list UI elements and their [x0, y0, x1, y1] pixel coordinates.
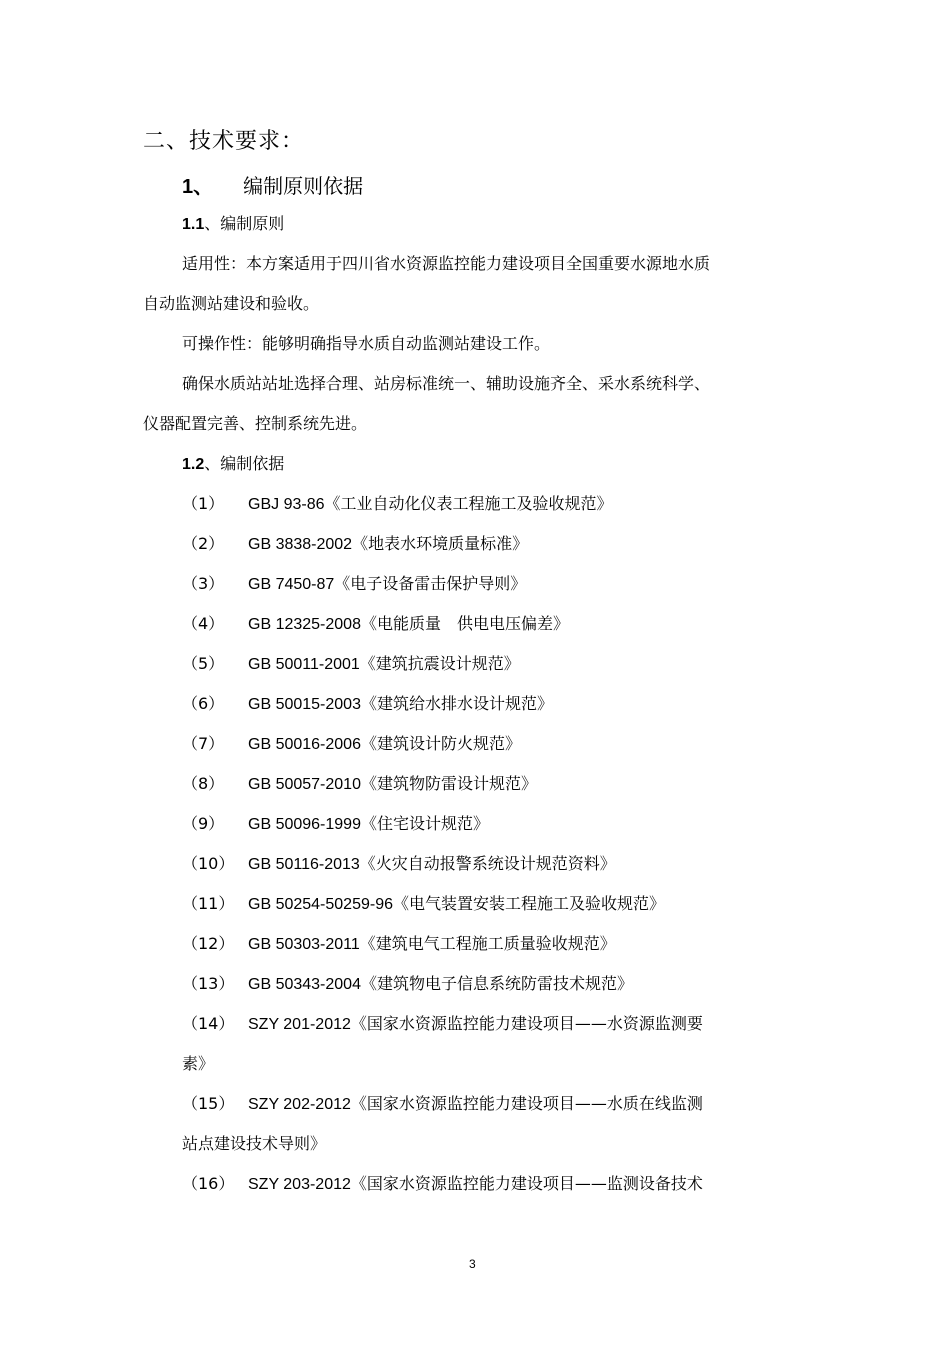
- reference-code: GB 12325-2008: [248, 616, 361, 633]
- reference-code: GB 50057-2010: [248, 776, 361, 793]
- reference-number: （6）: [182, 694, 225, 713]
- reference-number: （2）: [182, 534, 225, 553]
- reference-item: [182, 814, 489, 835]
- reference-number: （4）: [182, 614, 225, 633]
- reference-number: （5）: [182, 654, 225, 673]
- reference-code: GB 50116-2013: [248, 856, 360, 873]
- reference-title: 《建筑物电子信息系统防雷技术规范》: [360, 974, 633, 993]
- reference-item: [182, 574, 526, 595]
- subheading-text: 编制原则依据: [243, 174, 364, 198]
- reference-number: （14）: [182, 1014, 235, 1033]
- reference-title: 《建筑给水排水设计规范》: [360, 694, 553, 713]
- reference-number: （7）: [182, 734, 225, 753]
- reference-item: [182, 1174, 703, 1195]
- paragraph-operability: 可操作性：能够明确指导水质自动监测站建设工作。: [182, 334, 551, 353]
- reference-title: 《国家水资源监控能力建设项目——监测设备技术: [350, 1174, 703, 1193]
- reference-number: （12）: [182, 934, 235, 953]
- reference-code: GB 50254-50259-96: [248, 896, 393, 913]
- reference-code: GB 3838-2002: [248, 536, 353, 553]
- reference-number: （16）: [182, 1174, 235, 1193]
- reference-number: （3）: [182, 574, 225, 593]
- reference-code: GB 50096-1999: [248, 816, 361, 833]
- reference-title: 《建筑电气工程施工质量验收规范》: [359, 934, 616, 953]
- reference-code: GB 50303-2011: [248, 936, 360, 953]
- reference-title: 《国家水资源监控能力建设项目——水资源监测要: [350, 1014, 703, 1033]
- reference-item: [182, 854, 616, 875]
- reference-item: [182, 694, 553, 715]
- reference-title: 《建筑物防雷设计规范》: [360, 774, 537, 793]
- reference-item: [182, 654, 520, 675]
- reference-code: GB 50343-2004: [248, 976, 361, 993]
- reference-number: （11）: [182, 894, 235, 913]
- reference-code: GB 50016-2006: [248, 736, 361, 753]
- subsection-number: 1.2: [182, 456, 205, 473]
- reference-title: 《电能质量 供电电压偏差》: [360, 614, 569, 633]
- reference-code: GB 50011-2001: [248, 656, 360, 673]
- reference-title: 《火灾自动报警系统设计规范资料》: [359, 854, 616, 873]
- reference-item: [182, 1014, 703, 1035]
- reference-item: [182, 734, 521, 755]
- reference-item: [182, 934, 616, 955]
- reference-item: [182, 614, 569, 635]
- paragraph-ensure-line2: 仪器配置完善、控制系统先进。: [143, 414, 368, 433]
- reference-item: [182, 1094, 703, 1115]
- reference-item: [182, 894, 665, 915]
- reference-code: SZY 202-2012: [248, 1096, 351, 1113]
- reference-title: 《建筑设计防火规范》: [360, 734, 521, 753]
- reference-continuation: 站点建设技术导则》: [182, 1134, 327, 1153]
- paragraph-ensure-line1: 确保水质站站址选择合理、站房标准统一、辅助设施齐全、采水系统科学、: [182, 374, 711, 393]
- reference-title: 《电气装置安装工程施工及验收规范》: [393, 894, 666, 913]
- subsection-title: 、编制原则: [204, 214, 285, 233]
- subsection-title: 、编制依据: [204, 454, 285, 473]
- reference-item: [182, 774, 537, 795]
- page-number: 3: [469, 1257, 476, 1271]
- subsection-1-1: [182, 214, 284, 235]
- reference-number: （10）: [182, 854, 235, 873]
- reference-item: [182, 974, 633, 995]
- reference-item: [182, 534, 528, 555]
- subheading-number: 1、: [182, 176, 214, 198]
- reference-code: GB 7450-87: [248, 576, 335, 593]
- reference-code: GB 50015-2003: [248, 696, 361, 713]
- reference-title: 《建筑抗震设计规范》: [359, 654, 520, 673]
- reference-number: （15）: [182, 1094, 235, 1113]
- reference-title: 《地表水环境质量标准》: [352, 534, 529, 553]
- reference-title: 《工业自动化仪表工程施工及验收规范》: [324, 494, 613, 513]
- reference-number: （1）: [182, 494, 225, 513]
- subsection-number: 1.1: [182, 216, 205, 233]
- reference-code: SZY 201-2012: [248, 1016, 351, 1033]
- reference-number: （9）: [182, 814, 225, 833]
- section-heading: 二、技术要求：: [143, 129, 305, 154]
- paragraph-applicability-line2: 自动监测站建设和验收。: [143, 294, 320, 313]
- reference-continuation: 素》: [182, 1054, 215, 1073]
- reference-item: [182, 494, 613, 515]
- reference-code: GBJ 93-86: [248, 496, 325, 513]
- reference-number: （8）: [182, 774, 225, 793]
- paragraph-applicability-line1: 适用性：本方案适用于四川省水资源监控能力建设项目全国重要水源地水质: [182, 254, 711, 273]
- reference-code: SZY 203-2012: [248, 1176, 351, 1193]
- reference-title: 《国家水资源监控能力建设项目——水质在线监测: [350, 1094, 703, 1113]
- reference-number: （13）: [182, 974, 235, 993]
- subsection-1-2: [182, 454, 284, 475]
- reference-title: 《住宅设计规范》: [360, 814, 489, 833]
- subheading: [182, 170, 363, 199]
- reference-title: 《电子设备雷击保护导则》: [334, 574, 527, 593]
